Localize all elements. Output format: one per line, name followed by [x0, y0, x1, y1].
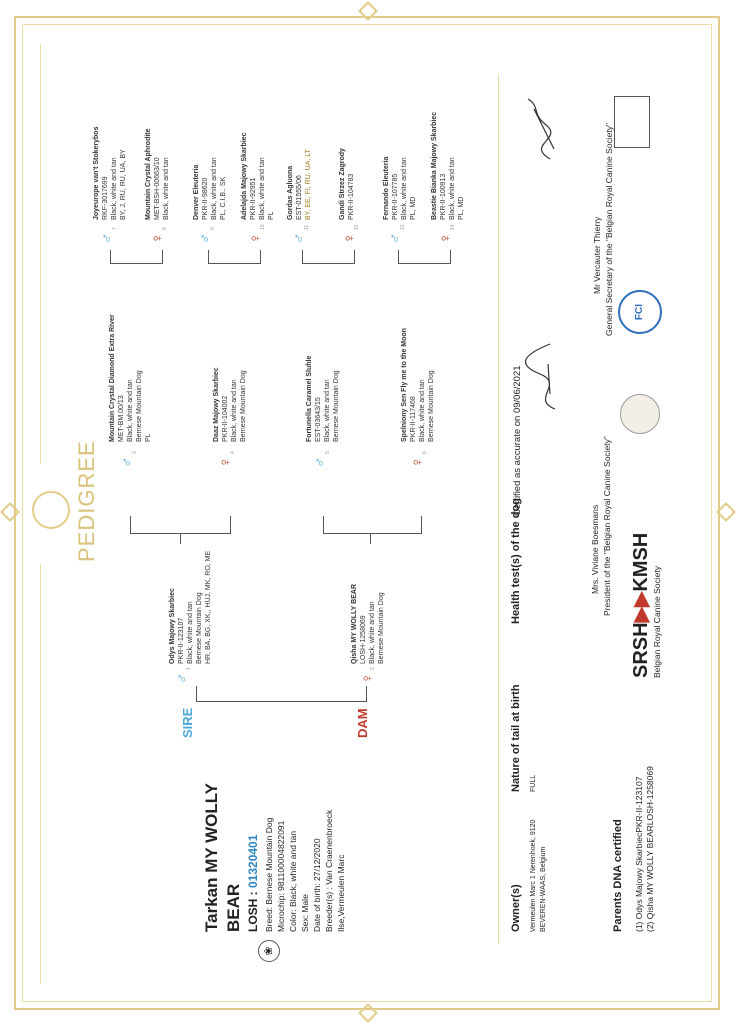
sire-index: 1 [186, 667, 192, 670]
sire-titles: HR, BA, BG, XK,, HUJ, MK, RO, ME [205, 550, 212, 664]
dog-color: Color: Black, white and tan [288, 830, 298, 932]
dam-reg: LOSH-1258069 [360, 615, 367, 664]
president-title: President of the "Belgian Royal Canine Society" [602, 436, 612, 616]
ggp7-male-icon: ♂ [99, 232, 116, 244]
ggp-stub-14 [450, 250, 451, 264]
ggp12-details: Gandi Strzez Zagrody PKR-II-104783 [339, 148, 355, 220]
dog-name: Tarkan MY WOLLY [202, 783, 221, 932]
dam-gp-stub [370, 534, 371, 544]
dam-breed: Bernese Mountain Dog [378, 592, 385, 664]
gp5-details: Fortunella Caramel Sluhle EST-03643/15 Black, white and tan Bernese Mountain Dog [306, 355, 340, 442]
gp6-connector [421, 516, 422, 534]
dog-breeder-line2: Ilse,Vermeulen Marc [336, 854, 346, 932]
paw-icon: ❀ [258, 940, 280, 962]
gp3-connector [130, 516, 131, 534]
gp4-details: Daaz Majowy Skarbiec PKR-II-104002 Black, white and tan Bernese Mountain Dog [213, 367, 247, 442]
sire-connector [196, 686, 197, 702]
ggp10-details: Adelajda Majowy Skarbiec PKR-II-92951 Black, white and tan PL [241, 132, 275, 220]
gp3-male-icon: ♂ [119, 456, 136, 468]
owner-label: Owner(s) [510, 884, 522, 932]
ggp-stub-9 [208, 250, 209, 264]
gp3-details: Mountain Crystal Diamond Extra River MET-BM.00/13 Black, white and tan Bernese Mountain Dog PL [109, 314, 152, 442]
ggp14-index: 14 [450, 224, 456, 230]
tail-label: Nature of tail at birth [510, 684, 522, 792]
dog-breed: Breed: Bernese Mountain Dog [264, 817, 274, 932]
sire-name: Odys Majowy Skarbiec [169, 588, 176, 664]
gp3-index: 3 [132, 451, 138, 454]
society-crest-icon [620, 394, 660, 434]
ggp-stub-13 [398, 250, 399, 264]
dog-breeder: Breeder(s) : Van Craenenbroeck [324, 809, 334, 932]
ggp-stub-10 [260, 250, 261, 264]
dam-index: 2 [370, 667, 376, 670]
gp6-details: Spelniony Sen Fly me to the Moon PKR-II-117468 Black, white and tan Bernese Mountain Dog [401, 328, 435, 442]
ggp10-female-icon: ♀ [247, 232, 264, 244]
ggp-connector-3 [302, 263, 354, 264]
gp5-male-icon: ♂ [312, 456, 329, 468]
srsh-kmsh-logo: SRSH▶▶KMSH [630, 532, 652, 678]
gp4-connector [230, 516, 231, 534]
dam-details [350, 584, 386, 664]
dna-line2: (2) Qisha MY WOLLY BEARLOSH-1258069 [645, 766, 655, 932]
footer-divider [498, 74, 499, 944]
dog-sex: Sex: Male [300, 894, 310, 932]
health-tests-label: Health test(s) of the dog [510, 498, 522, 624]
gp6-index: 6 [422, 451, 428, 454]
secretary-title: General Secretary of the "Belgian Royal Canine Society" [604, 123, 614, 336]
president-signature-icon [520, 334, 570, 414]
dam-label: DAM [355, 708, 370, 738]
top-rule-right [40, 44, 41, 464]
ggp11-index: 11 [304, 224, 310, 230]
ggp-stub-12 [354, 250, 355, 264]
kusi-logo-icon [614, 96, 650, 148]
ggp8-details: Mountain Crystal Aphrodite MET-BSH-00663/10 Black, white and tan [145, 128, 170, 220]
ggp13-index: 13 [400, 224, 406, 230]
sire-reg: PKR-II-123107 [178, 617, 185, 664]
page-title: PEDIGREE [74, 440, 99, 562]
ggp-stub-11 [302, 250, 303, 264]
ggp13-details: Fernando Eleuteria PKR-II-107785 Black, white and tan PL, MD [383, 156, 417, 220]
ggp-connector-2 [208, 263, 260, 264]
secretary-signature-icon [520, 94, 570, 164]
society-name: Belgian Royal Canine Society [652, 566, 662, 678]
ggp8-female-icon: ♀ [149, 232, 166, 244]
header-logo-circle [32, 491, 70, 529]
gp6-female-icon: ♀ [409, 456, 426, 468]
ggp-stub-8 [162, 250, 163, 264]
ggp9-details: Denver Eleuteria PKR-II-98620 Black, white and tan PL, C.I.B., SK [193, 157, 227, 220]
sire-color: Black, white and tan [187, 601, 194, 664]
dam-female-icon: ♀ [359, 672, 376, 684]
ggp7-details: Joyeurope van't Stokerybos RKF-3017699 Black, white and tan BY, J, RU, RU, UA, BY [93, 126, 127, 220]
dog-name-line2: BEAR [224, 883, 243, 932]
dam-connector [366, 686, 367, 702]
owner-line2: BEVEREN-WAAS, Belgium [540, 846, 547, 932]
ggp9-male-icon: ♂ [197, 232, 214, 244]
certified-date: Certified as accurate on 09/06/2021 [512, 365, 523, 516]
ggp14-details: Beastie Bianka Majowy Skarbiec PKR-II-100913 Black, white and tan PL, MD [431, 111, 465, 220]
ggp12-female-icon: ♀ [341, 232, 358, 244]
ggp-connector-1 [110, 263, 162, 264]
secretary-name: Mr Vercauter Thierry [592, 216, 602, 294]
gp4-index: 4 [230, 451, 236, 454]
ggp8-index: 8 [162, 227, 168, 230]
ggp-connector-4 [398, 263, 450, 264]
ggp9-index: 9 [210, 227, 216, 230]
fci-logo-icon: FCI [618, 290, 662, 334]
gp4-female-icon: ♀ [217, 456, 234, 468]
ggp10-index: 10 [260, 224, 266, 230]
ggp13-male-icon: ♂ [387, 232, 404, 244]
sire-male-icon: ♂ [174, 672, 191, 684]
tail-value: FULL [530, 774, 537, 792]
dna-line1: (1) Odys Majowy SkarbiecPKR-II-123107 [634, 776, 644, 932]
ggp12-index: 12 [354, 224, 360, 230]
dog-dob: Date of birth: 27/12/2020 [312, 838, 322, 932]
ggp14-female-icon: ♀ [437, 232, 454, 244]
president-name: Mrs. Viviane Boesmans [590, 504, 600, 594]
dam-color: Black, white and tan [369, 601, 376, 664]
top-rule-left [40, 564, 41, 984]
ggp-stub-7 [110, 250, 111, 264]
dna-label: Parents DNA certified [612, 819, 624, 932]
sire-details [168, 551, 213, 664]
ggp11-male-icon: ♂ [291, 232, 308, 244]
dam-gp-connector [323, 533, 421, 534]
gp5-index: 5 [325, 451, 331, 454]
sire-label: SIRE [180, 707, 195, 738]
sire-gp-stub [180, 534, 181, 544]
owner-line1: Vermeulen Marc 1 Nerenhoek, 9120 [530, 819, 537, 932]
ggp11-details: Gordas Agluona EST-01555/06 BY, EE, FI, RU, UA, LT [287, 149, 312, 220]
dam-name: Qisha MY WOLLY BEAR [351, 584, 358, 664]
dog-registration: LOSH : 01320401 [246, 834, 260, 932]
dog-microchip: Microchip: 981100004822091 [276, 820, 286, 932]
gp5-connector [323, 516, 324, 534]
parent-connector-vertical [196, 701, 366, 702]
ggp7-index: 7 [112, 227, 118, 230]
sire-breed: Bernese Mountain Dog [196, 592, 203, 664]
